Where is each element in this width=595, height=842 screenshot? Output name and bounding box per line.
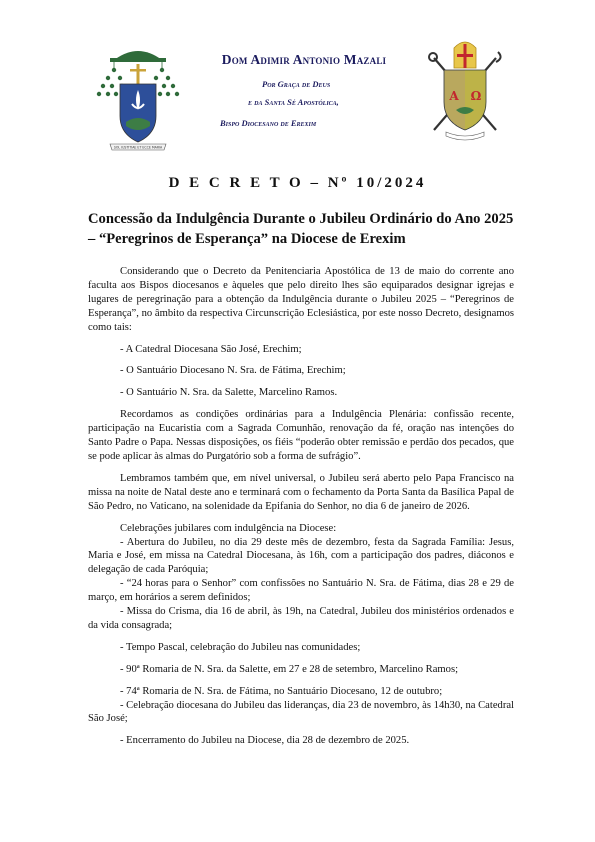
list-item: - “24 horas para o Senhor” com confissões no Santuário N. Sra. de Fátima, dias 28 e 29 de março, em horários a serem definidos; <box>88 578 514 604</box>
header-line-bishop-title: Bispo Diocesano de Erexim <box>220 118 317 128</box>
list-item: - A Catedral Diocesana São José, Erechim; <box>120 343 302 355</box>
omega-letter: Ω <box>470 89 482 103</box>
document-heading: Concessão da Indulgência Durante o Jubileu Ordinário do Ano 2025 – “Peregrinos de Esperança” na Diocese de Erexim <box>88 211 514 247</box>
list-item: - Abertura do Jubileu, no dia 29 deste mês de dezembro, festa da Sagrada Família: Jesus, Maria e José, em missa na Catedral Diocesana, às 16h, com a participação dos padres, diáconos e delegação de cada Paróquia; <box>88 536 514 576</box>
paragraph-celebrations-intro: Celebrações jubilares com indulgência na Diocese: <box>120 522 337 534</box>
list-item: - O Santuário N. Sra. da Salette, Marcelino Ramos. <box>120 387 338 399</box>
list-item: - O Santuário Diocesano N. Sra. de Fátima, Erechim; <box>120 365 346 377</box>
list-item: - 74ª Romaria de N. Sra. de Fátima, no Santuário Diocesano, 12 de outubro; <box>120 685 443 697</box>
list-item: - 90ª Romaria de N. Sra. da Salette, em 27 e 28 de setembro, Marcelino Ramos; <box>120 663 459 675</box>
list-item: - Celebração diocesana do Jubileu das lideranças, dia 23 de novembro, às 14h30, na Catedral São José; <box>88 699 514 725</box>
paragraph-jubilee-opening: Lembramos também que, em nível universal, o Jubileu será aberto pelo Papa Francisco na missa na noite de Natal deste ano e terminará com o fechamento da Porta Santa da Basílica Papal de São Pedro, no Vaticano, na solenidade da Epifania do Senhor, no dia 6 de janeiro de 2026. <box>88 472 514 512</box>
header-line-grace: Por Graça de Deus <box>262 79 331 89</box>
list-item: - Tempo Pascal, celebração do Jubileu nas comunidades; <box>120 641 361 653</box>
motto-text: SOL IUSTITIAE ET ECCE MARIA <box>113 145 163 150</box>
paragraph-considering: Considerando que o Decreto da Penitenciaria Apostólica de 13 de maio do corrente ano faculta aos Bispos diocesanos e àqueles que pelo direito lhes são equiparados designar igrejas e lugares de peregrinação para a obtenção da Indulgência durante o Jubileu 2025 – “Peregrinos de Esperança”, no âmbito da respectiva Circunscrição Eclesiástica, por este nosso Decreto, designamos como tais: <box>88 266 514 333</box>
diocese-coat-of-arms-icon <box>424 38 506 144</box>
list-item: - Encerramento do Jubileu na Diocese, dia 28 de dezembro de 2025. <box>120 735 410 747</box>
header-line-holy-see: e da Santa Sé Apostólica, <box>248 97 339 107</box>
bishop-name: Dom Adimir Antonio Mazali <box>221 52 387 67</box>
decree-number: D E C R E T O – Nº 10/2024 <box>168 175 427 191</box>
paragraph-conditions: Recordamos as condições ordinárias para a Indulgência Plenária: confissão recente, participação na Eucaristia com a Sagrada Comunhão, renovação da fé, oração nas intenções do Santo Padre o Papa. Nessas disposições, os fiéis “poderão obter remissão e perdão dos pecados, que se pode aplicar às almas do Purgatório sob a forma de sufrágio”. <box>88 409 514 462</box>
document-body <box>88 265 514 748</box>
alpha-letter: A <box>449 89 459 103</box>
episcopal-coat-of-arms-icon <box>92 38 184 156</box>
list-item: - Missa do Crisma, dia 16 de abril, às 19h, na Catedral, Jubileu dos ministérios ordenados e da vida consagrada; <box>88 606 514 631</box>
